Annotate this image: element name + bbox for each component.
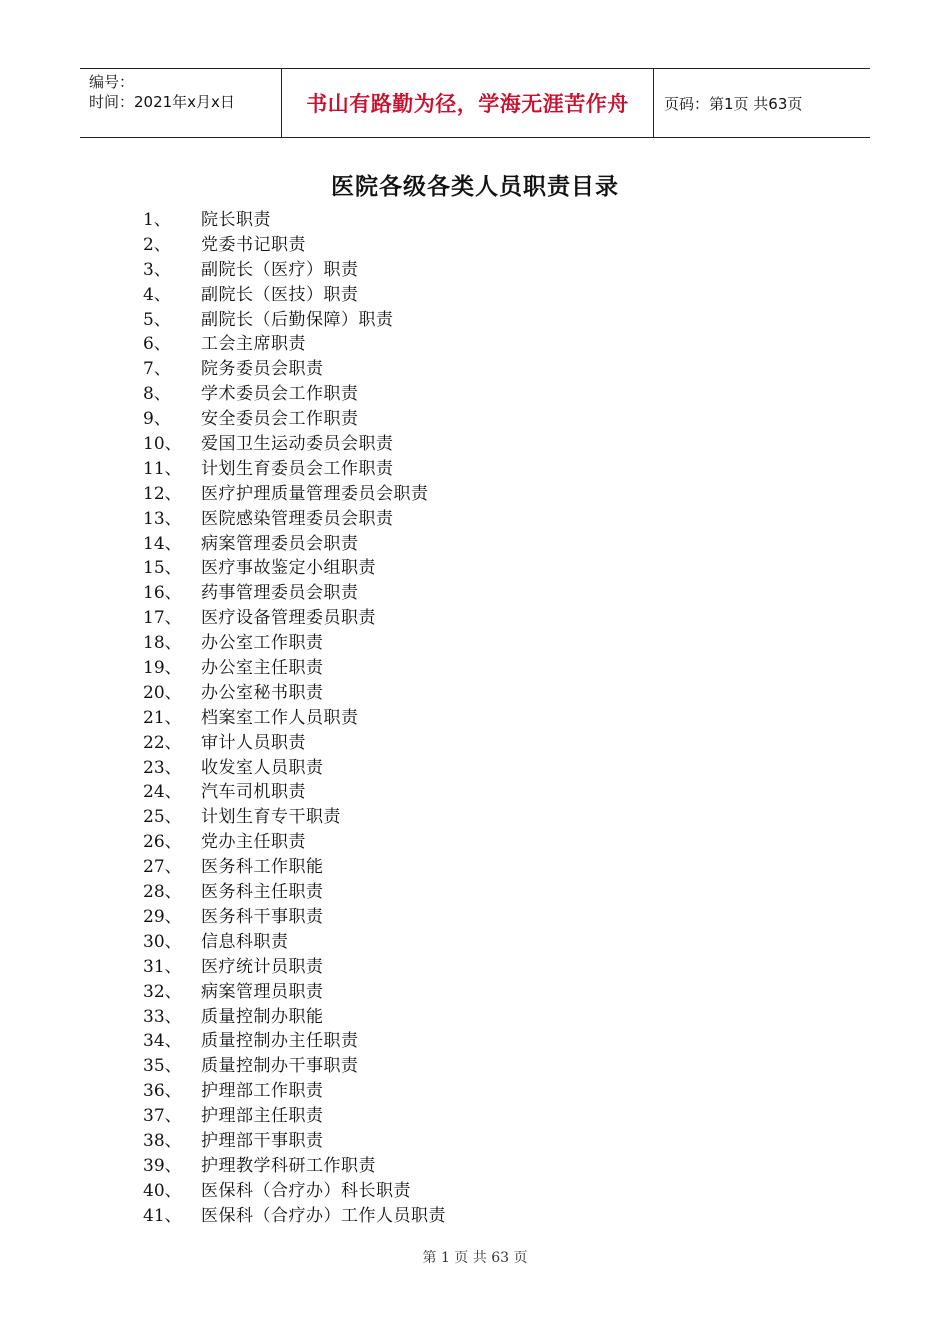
toc-item-text: 医保科（合疗办）科长职责 [201,1180,411,1201]
toc-item-text: 工会主席职责 [201,334,306,355]
toc-item-number: 14、 [143,533,182,554]
toc-item-number: 40、 [143,1180,182,1201]
toc-item-text: 病案管理员职责 [201,981,324,1002]
toc-item [0,1054,950,1079]
toc-item-number: 36、 [143,1081,182,1102]
toc-item [0,1154,950,1179]
toc-item [0,1029,950,1054]
toc-item-number: 6、 [143,334,171,355]
toc-item [0,532,950,557]
toc-item-number: 35、 [143,1056,182,1077]
toc-item-text: 信息科职责 [201,931,289,952]
toc-item-text: 爱国卫生运动委员会职责 [201,434,394,455]
toc-item-text: 副院长（医疗）职责 [201,259,359,280]
header-motto: 书山有路勤为径，学海无涯苦作舟 [282,69,654,137]
toc-item [0,681,950,706]
page-header [80,68,870,138]
toc-item-number: 16、 [143,583,182,604]
toc-item-number: 18、 [143,633,182,654]
toc-item-text: 医疗设备管理委员职责 [201,608,376,629]
toc-item [0,880,950,905]
toc-item [0,830,950,855]
toc-item [0,1129,950,1154]
toc-item [0,631,950,656]
toc-item-number: 7、 [143,359,171,380]
toc-item [0,731,950,756]
toc-item [0,233,950,258]
toc-item [0,407,950,432]
toc-item [0,357,950,382]
toc-item-number: 34、 [143,1031,182,1052]
toc-item-number: 10、 [143,434,182,455]
toc-item-number: 13、 [143,508,182,529]
toc-item-number: 27、 [143,857,182,878]
toc-item-number: 3、 [143,259,171,280]
toc-item [0,283,950,308]
toc-item-text: 收发室人员职责 [201,757,324,778]
toc-item [0,980,950,1005]
toc-item-number: 15、 [143,558,182,579]
toc-item [0,1204,950,1229]
toc-item-text: 计划生育委员会工作职责 [201,458,394,479]
toc-item-number: 24、 [143,782,182,803]
toc-item-text: 办公室秘书职责 [201,682,324,703]
toc-item-text: 汽车司机职责 [201,782,306,803]
toc-item-text: 院长职责 [201,210,271,230]
toc-item [0,482,950,507]
toc-item-text: 质量控制办职能 [201,1006,324,1027]
toc-item [0,308,950,333]
header-meta [80,69,282,137]
header-page-number: 页码：第1页 共63页 [664,94,803,113]
toc-item-number: 23、 [143,757,182,778]
date-text: 时间：2021年x月x日 [89,93,235,111]
toc-item [0,905,950,930]
toc-item-text: 护理部干事职责 [201,1130,324,1151]
toc-item-text: 计划生育专干职责 [201,807,341,828]
toc-item-number: 20、 [143,682,182,703]
toc-item [0,457,950,482]
toc-item-number: 2、 [143,234,171,255]
toc-item-number: 26、 [143,832,182,853]
toc-item-text: 质量控制办干事职责 [201,1056,359,1077]
toc-item-text: 安全委员会工作职责 [201,409,359,430]
toc-item [0,1079,950,1104]
toc-item-text: 党办主任职责 [201,832,306,853]
toc-item-text: 副院长（后勤保障）职责 [201,309,394,330]
toc-item [0,855,950,880]
toc-item-text: 质量控制办主任职责 [201,1031,359,1052]
toc-item-number: 25、 [143,807,182,828]
toc-item [0,258,950,283]
toc-item-number: 37、 [143,1106,182,1127]
page-footer: 第 1 页 共 63 页 [422,1250,528,1266]
toc-item-text: 药事管理委员会职责 [201,583,359,604]
toc-item-number: 41、 [143,1205,182,1226]
toc-item [0,382,950,407]
toc-item-number: 4、 [143,284,171,305]
toc-item-number: 29、 [143,906,182,927]
toc-item-number: 21、 [143,707,182,728]
toc-item-number: 32、 [143,981,182,1002]
toc-item [0,332,950,357]
toc-item-text: 医疗统计员职责 [201,956,324,977]
toc-item [0,706,950,731]
toc-item [0,955,950,980]
toc-item-number: 17、 [143,608,182,629]
toc-item-text: 护理教学科研工作职责 [201,1155,376,1176]
toc-item-number: 30、 [143,931,182,952]
toc-item [0,780,950,805]
toc-item-text: 院务委员会职责 [201,359,324,380]
toc-item [0,805,950,830]
toc-item-text: 护理部主任职责 [201,1106,324,1127]
toc-item-number: 31、 [143,956,182,977]
toc-item-text: 护理部工作职责 [201,1081,324,1102]
toc-item-text: 病案管理委员会职责 [201,533,359,554]
toc-item-number: 8、 [143,384,171,405]
toc-item-number: 28、 [143,882,182,903]
toc-item-text: 学术委员会工作职责 [201,384,359,405]
toc-item-text: 党委书记职责 [201,234,306,255]
toc-item-text: 档案室工作人员职责 [201,707,359,728]
toc-item-text: 医保科（合疗办）工作人员职责 [201,1205,446,1226]
toc-item-number: 11、 [143,458,182,479]
toc-item [0,208,950,233]
toc-item [0,581,950,606]
toc-item-text: 医疗事故鉴定小组职责 [201,558,376,579]
serial-label: 编号： [89,73,135,91]
toc-item-text: 审计人员职责 [201,732,306,753]
toc-item-number: 5、 [143,309,171,330]
toc-item [0,756,950,781]
toc-item-number: 33、 [143,1006,182,1027]
toc-item-text: 副院长（医技）职责 [201,284,359,305]
toc-item [0,507,950,532]
toc-item [0,656,950,681]
toc-item-number: 22、 [143,732,182,753]
toc-item-text: 医疗护理质量管理委员会职责 [201,483,429,504]
toc-item-number: 39、 [143,1155,182,1176]
toc-item-number: 9、 [143,409,171,430]
toc-item [0,1104,950,1129]
toc-item-number: 19、 [143,658,182,679]
toc-item-text: 医务科干事职责 [201,906,324,927]
toc-item-text: 办公室主任职责 [201,658,324,679]
document-title: 医院各级各类人员职责目录 [331,174,619,200]
toc-item [0,606,950,631]
toc-item [0,1005,950,1030]
toc-item-number: 1、 [143,210,171,230]
toc-item-text: 医务科工作职能 [201,857,324,878]
toc-item [0,930,950,955]
toc-item [0,556,950,581]
toc-item [0,432,950,457]
toc-list [0,208,950,1229]
toc-item-text: 办公室工作职责 [201,633,324,654]
toc-item-number: 12、 [143,483,182,504]
toc-item [0,1179,950,1204]
toc-item-number: 38、 [143,1130,182,1151]
toc-item-text: 医务科主任职责 [201,882,324,903]
toc-item-text: 医院感染管理委员会职责 [201,508,394,529]
